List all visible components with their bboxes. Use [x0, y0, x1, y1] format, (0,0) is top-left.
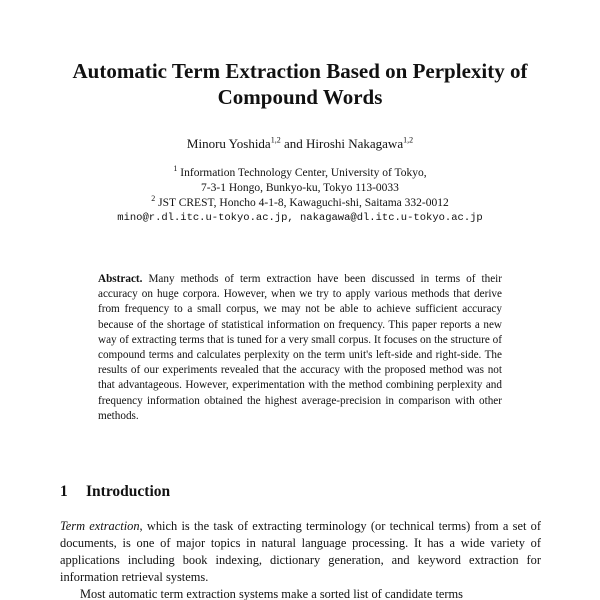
- author-affiliation-mark: 1,2: [403, 135, 414, 145]
- affiliations: [40, 166, 560, 226]
- author-name: Hiroshi Nakagawa: [305, 136, 404, 151]
- affiliation-mark: 2: [151, 194, 156, 204]
- paragraph: [60, 518, 541, 586]
- author-line: [40, 136, 560, 152]
- paragraph: Most automatic term extraction systems make a sorted list of candidate terms: [80, 587, 463, 600]
- affiliation-2-line-1: $^2$ JST CREST, Honcho 4-1-8, Kawaguchi-shi, Saitama 332-0012: [151, 194, 449, 209]
- author-affiliation-mark: 1,2: [270, 135, 281, 145]
- section-heading: [60, 482, 170, 502]
- author-conjunction: and: [283, 136, 303, 151]
- section-number: 1: [60, 483, 68, 500]
- author-emails: mino@r.dl.itc.u-tokyo.ac.jp, nakagawa@dl.itc.u-tokyo.ac.jp: [117, 212, 483, 224]
- section-title: Introduction: [86, 483, 171, 500]
- affiliation-1-line-2: 7-3-1 Hongo, Bunkyo-ku, Tokyo 113-0033: [201, 182, 399, 194]
- author-name: Minoru Yoshida: [186, 136, 271, 151]
- term-emphasis: Term extraction: [60, 519, 140, 533]
- paper-title: Automatic Term Extraction Based on Perplexity of Compound Words: [72, 59, 528, 109]
- abstract-text: Many methods of term extraction have been discussed in terms of their accuracy on huge corpora. However, when we try to apply various methods that derive from frequency to a small corpus, we may not be able to achieve sufficient accuracy because of the shortage of statistical information on frequency. This paper reports a new way of extracting terms that is tuned for a very small corpus. It focuses on the structure of compound terms and calculates perplexity on the term unit's left-side and right-side. The results of our experiments revealed that the accuracy with the proposed method was not that advantageous. However, experimentation with the method combining perplexity and frequency information obtained the highest average-precision in comparison with other methods.: [98, 273, 502, 422]
- affiliation-1-line-1: $^1$ Information Technology Center, University of Tokyo,: [173, 164, 427, 179]
- paragraph-text: , which is the task of extracting terminology (or technical terms) from a set of documents, is one of major topics in natural language processing. It has a wide variety of applications including book indexing, dictionary generation, and keyword extraction for information retrieval systems.: [60, 519, 541, 584]
- section-body: [60, 518, 541, 600]
- abstract: [98, 272, 502, 424]
- abstract-label: Abstract.: [98, 273, 143, 285]
- affiliation-mark: 1: [173, 164, 178, 174]
